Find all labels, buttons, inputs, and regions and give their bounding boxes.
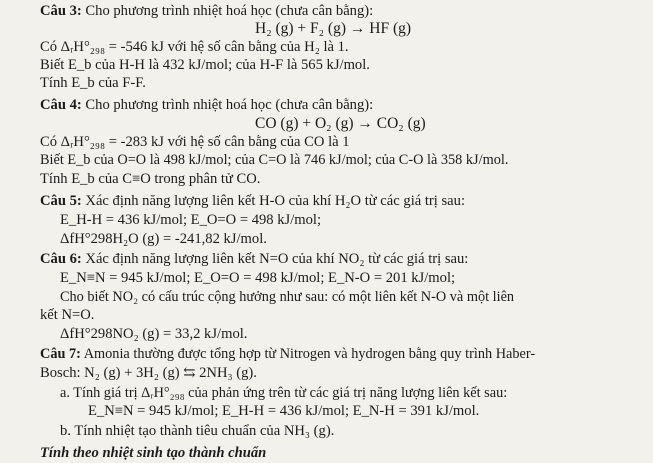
q4-equation: CO (g) + O₂ (g) → CO₂ (g)	[255, 115, 426, 132]
q7-part-b: b. Tính nhiệt tạo thành tiêu chuẩn của NH₃ (g).	[60, 423, 335, 439]
q7-part-a-values: E_N≡N = 945 kJ/mol; E_H-H = 436 kJ/mol; E_N-H = 391 kJ/mol.	[88, 403, 480, 419]
q5-heading-text: Xác định năng lượng liên kết H-O của khí H₂O từ các giá trị sau:	[81, 193, 465, 209]
q6-line4: ΔfH°298NO₂ (g) = 33,2 kJ/mol.	[60, 326, 248, 342]
q5-label: Câu 5:	[40, 193, 82, 209]
footer-heading: Tính theo nhiệt sinh tạo thành chuẩn	[40, 445, 267, 461]
q6-heading-text: Xác định năng lượng liên kết N=O của khí NO₂ từ các giá trị sau:	[81, 251, 469, 267]
q6-label: Câu 6:	[40, 251, 82, 267]
q7-label: Câu 7:	[40, 346, 81, 362]
q4-known: Biết E_b của O=O là 498 kJ/mol; của C=O là 746 kJ/mol; của C-O là 358 kJ/mol.	[40, 152, 509, 168]
q4-given: Có ΔᵣH°₂₉₈ = -283 kJ với hệ số cân bằng của CO là 1	[40, 134, 350, 150]
q6-line1: E_N≡N = 945 kJ/mol; E_O=O = 498 kJ/mol; E_N-O = 201 kJ/mol;	[60, 270, 456, 286]
q5-line2: ΔfH°298H₂O (g) = -241,82 kJ/mol.	[60, 231, 267, 247]
q4-heading	[40, 96, 373, 114]
q6-line3: kết N=O.	[40, 307, 95, 323]
q3-heading	[40, 2, 373, 20]
q7-line2: Bosch: N₂ (g) + 3H₂ (g) ⇆ 2NH₃ (g).	[40, 365, 257, 381]
q4-heading-text: Cho phương trình nhiệt hoá học (chưa cân bằng):	[81, 97, 374, 113]
q6-line2: Cho biết NO₂ có cấu trúc cộng hưởng như sau: có một liên kết N-O và một liên	[60, 289, 515, 305]
q3-label: Câu 3:	[40, 3, 82, 19]
q3-ask: Tính E_b của F-F.	[40, 75, 146, 91]
q5-heading	[40, 192, 465, 210]
q4-label: Câu 4:	[40, 97, 82, 113]
q6-heading	[40, 250, 468, 268]
q4-ask: Tính E_b của C≡O trong phân tử CO.	[40, 171, 261, 187]
q7-part-a: a. Tính giá trị ΔᵣH°₂₉₈ của phản ứng trên từ các giá trị năng lượng liên kết sau:	[60, 385, 508, 401]
q3-equation: H₂ (g) + F₂ (g) → HF (g)	[255, 20, 412, 37]
q3-given: Có ΔᵣH°₂₉₈ = -546 kJ với hệ số cân bằng của H₂ là 1.	[40, 39, 349, 55]
q3-known: Biết E_b của H-H là 432 kJ/mol; của H-F là 565 kJ/mol.	[40, 57, 370, 73]
q7-heading-text: Amonia thường được tổng hợp từ Nitrogen và hydrogen bằng quy trình Haber-	[80, 346, 536, 362]
q7-heading	[40, 345, 535, 363]
q3-heading-text: Cho phương trình nhiệt hoá học (chưa cân bằng):	[81, 3, 374, 19]
q5-line1: E_H-H = 436 kJ/mol; E_O=O = 498 kJ/mol;	[60, 212, 322, 228]
